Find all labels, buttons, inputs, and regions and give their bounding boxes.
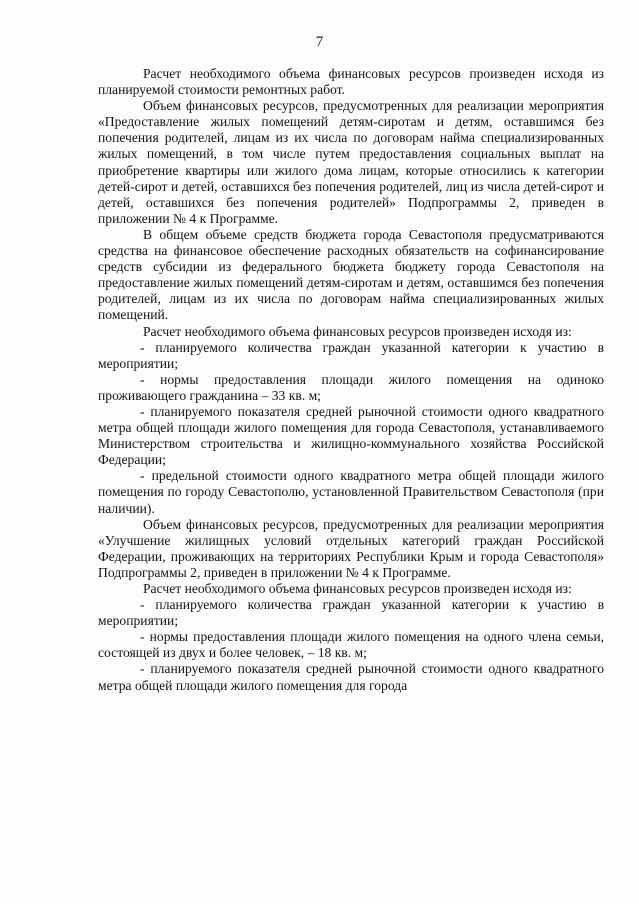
list-item: - планируемого показателя средней рыночной стоимости одного квадратного метра общей площади жилого помещения для города Севастополя, устанавливаемого Министерством строительства и жилищно-коммунального хозяйства Российской Федерации; xyxy=(98,403,604,468)
page-number: 7 xyxy=(315,34,324,50)
list-item: - нормы предоставления площади жилого помещения на одного члена семьи, состоящей из двух и более человек, – 18 кв. м; xyxy=(98,629,604,661)
paragraph: Объем финансовых ресурсов, предусмотренных для реализации мероприятия «Предоставление жилых помещений детям-сиротам и детям, оставшимся без попечения родителей, лицам из их числа по договорам найма специализированных жилых помещений, в том числе путем предоставления социальных выплат на приобретение квартиры или жилого дома лицам, которые относились к категории детей-сирот и детей, оставшихся без попечения родителей, лиц из числа детей-сирот и детей, оставшихся без попечения родителей» Подпрограммы 2, приведен в приложении № 4 к Программе. xyxy=(98,98,604,226)
list-item: - планируемого количества граждан указанной категории к участию в мероприятии; xyxy=(98,597,604,629)
paragraph: В общем объеме средств бюджета города Севастополя предусматриваются средства на финансовое обеспечение расходных обязательств на софинансирование средств субсидии из федерального бюджета бюджету города Севастополя на предоставление жилых помещений детям-сиротам и детям, оставшимся без попечения родителей, лицам из их числа по договорам найма специализированных жилых помещений. xyxy=(98,226,604,323)
list-item: - планируемого количества граждан указанной категории к участию в мероприятии; xyxy=(98,339,604,371)
paragraph: Объем финансовых ресурсов, предусмотренных для реализации мероприятия «Улучшение жилищных условий отдельных категорий граждан Российской Федерации, проживающих на территориях Республики Крым и города Севастополя» Подпрограммы 2, приведен в приложении № 4 к Программе. xyxy=(98,516,604,580)
document-body xyxy=(98,66,604,694)
paragraph: Расчет необходимого объема финансовых ресурсов произведен исходя из планируемой стоимости ремонтных работ. xyxy=(98,66,604,98)
paragraph: Расчет необходимого объема финансовых ресурсов произведен исходя из: xyxy=(143,323,572,339)
list-item: - нормы предоставления площади жилого помещения на одиноко проживающего гражданина – 33 кв. м; xyxy=(98,371,604,403)
paragraph: Расчет необходимого объема финансовых ресурсов произведен исходя из: xyxy=(143,581,572,596)
list-item: - планируемого показателя средней рыночной стоимости одного квадратного метра общей площади жилого помещения для города xyxy=(98,661,604,693)
list-item: - предельной стоимости одного квадратного метра общей площади жилого помещения по городу Севастополю, установленной Правительством Севастополя (при наличии). xyxy=(98,468,604,516)
